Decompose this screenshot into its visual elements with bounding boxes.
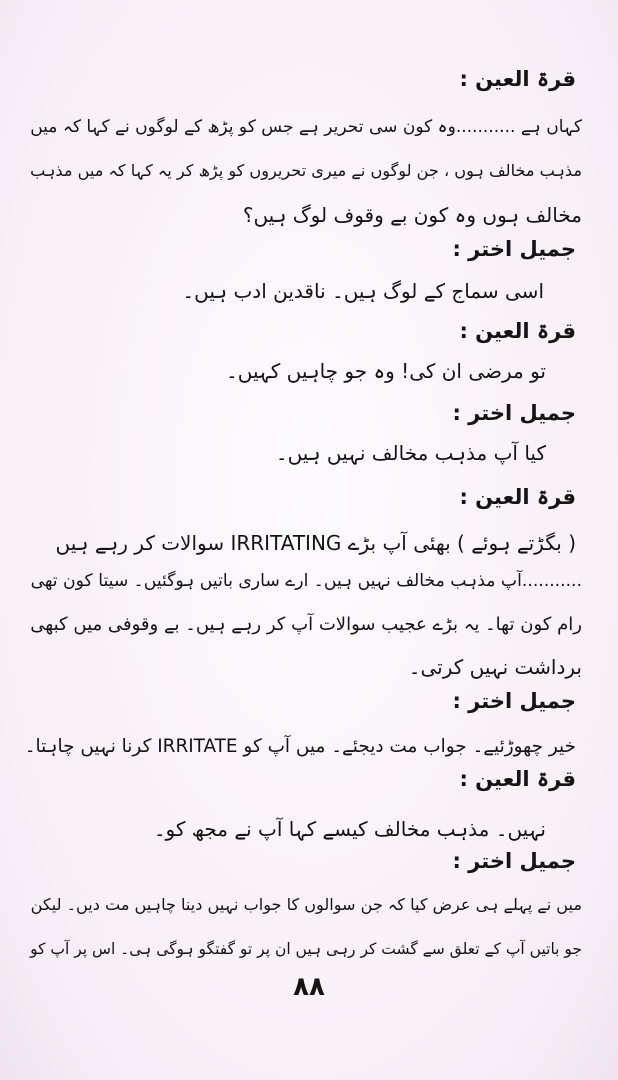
dialogue-line: رام کون تھا۔ یہ بڑے عجیب سوالات آپ کر رہے ہیں۔ بے وقوفی میں کبھی	[30, 614, 582, 635]
dialogue-line: جو باتیں آپ کے تعلق سے گشت کر رہی ہیں ان پر تو گفتگو ہوگی ہی۔ اس پر آپ کو	[30, 940, 582, 958]
speaker-label: جمیل اختر :	[452, 689, 576, 713]
speaker-label: جمیل اختر :	[452, 849, 576, 873]
dialogue-line: مذہب مخالف ہوں ، جن لوگوں نے میری تحریروں کو پڑھ کر یہ کہا کہ میں مذہب	[30, 161, 582, 180]
dialogue-line: نہیں۔ مذہب مخالف کیسے کہا آپ نے مجھ کو۔	[153, 817, 546, 841]
dialogue-line: تو مرضی ان کی! وہ جو چاہیں کہیں۔	[226, 359, 546, 383]
dialogue-line: مخالف ہوں وہ کون بے وقوف لوگ ہیں؟	[242, 203, 582, 227]
speaker-label: قرۃ العین :	[459, 319, 576, 343]
speaker-label: قرۃ العین :	[459, 67, 576, 91]
dialogue-line: اسی سماج کے لوگ ہیں۔ ناقدین ادب ہیں۔	[182, 279, 544, 303]
speaker-label: جمیل اختر :	[452, 401, 576, 425]
dialogue-line-text: ( بگڑتے ہوئے ) بھئی آپ بڑے IRRITATING سوالات کر رہے ہیں	[55, 531, 576, 555]
dialogue-line: میں نے پہلے ہی عرض کیا کہ جن سوالوں کا جواب نہیں دینا چاہیں مت دیں۔ لیکن	[30, 895, 582, 914]
speaker-label: جمیل اختر :	[452, 237, 576, 261]
page-number: ۸۸	[293, 972, 325, 1002]
dialogue-line: خیر چھوڑئیے۔ جواب مت دیجئے۔ میں آپ کو IRRITATE کرنا نہیں چاہتا۔	[24, 736, 576, 757]
dialogue-line: برداشت نہیں کرتی۔	[408, 655, 582, 679]
speaker-label: قرۃ العین :	[459, 767, 576, 791]
dialogue-line: ...........آپ مذہب مخالف نہیں ہیں۔ ارے ساری باتیں ہوگئیں۔ سیتا کون تھی	[30, 571, 582, 591]
dialogue-line: کہاں ہے ...........وہ کون سی تحریر ہے جس کو پڑھ کے لوگوں نے کہا کہ میں	[30, 117, 582, 137]
speaker-label: قرۃ العین :	[459, 485, 576, 509]
dialogue-line: کیا آپ مذہب مخالف نہیں ہیں۔	[275, 441, 546, 465]
dialogue-line	[56, 526, 577, 560]
